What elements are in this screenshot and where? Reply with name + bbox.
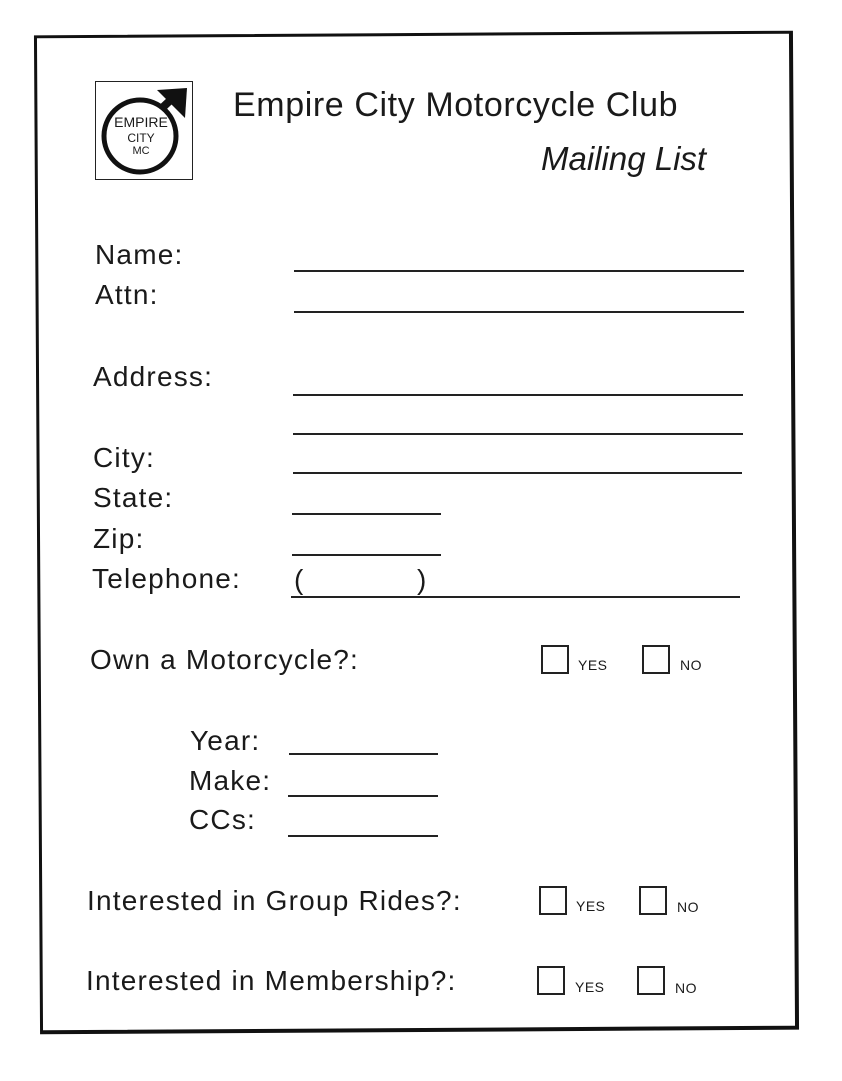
membership-yes-label: YES <box>575 979 605 995</box>
zip-label: Zip: <box>93 523 145 554</box>
telephone-area-code-open: ( <box>294 564 304 595</box>
city-field[interactable] <box>293 472 742 474</box>
club-title: Empire City Motorcycle Club <box>233 86 679 124</box>
telephone-area-code-close: ) <box>417 564 427 595</box>
name-label: Name: <box>95 239 184 270</box>
telephone-label: Telephone: <box>92 563 242 594</box>
address-field-line-2[interactable] <box>293 433 743 435</box>
membership-no-label: NO <box>675 980 697 996</box>
city-label: City: <box>93 442 155 473</box>
membership-yes-checkbox[interactable] <box>537 966 565 995</box>
logo-text-city: CITY <box>127 131 155 145</box>
form-subtitle: Mailing List <box>541 140 707 177</box>
group-rides-no-label: NO <box>677 899 699 915</box>
address-field-line-1[interactable] <box>293 394 743 396</box>
form-frame <box>34 31 799 1035</box>
own-motorcycle-no-checkbox[interactable] <box>642 645 670 674</box>
attn-field[interactable] <box>294 311 744 313</box>
membership-label: Interested in Membership?: <box>86 965 457 996</box>
make-label: Make: <box>189 765 272 796</box>
club-logo <box>95 81 193 180</box>
name-field[interactable] <box>294 270 744 272</box>
own-motorcycle-label: Own a Motorcycle?: <box>90 644 360 675</box>
attn-label: Attn: <box>95 279 159 310</box>
address-label: Address: <box>93 361 214 392</box>
year-field[interactable] <box>289 753 438 755</box>
ccs-label: CCs: <box>189 804 257 835</box>
group-rides-label: Interested in Group Rides?: <box>87 885 462 916</box>
own-motorcycle-yes-checkbox[interactable] <box>541 645 569 674</box>
membership-no-checkbox[interactable] <box>637 966 665 995</box>
group-rides-no-checkbox[interactable] <box>639 886 667 915</box>
ccs-field[interactable] <box>288 835 438 837</box>
logo-text-empire: EMPIRE <box>114 114 168 130</box>
state-field[interactable] <box>292 513 441 515</box>
year-label: Year: <box>190 725 261 756</box>
group-rides-yes-label: YES <box>576 898 606 914</box>
state-label: State: <box>93 482 174 513</box>
own-motorcycle-yes-label: YES <box>578 657 608 673</box>
logo-text-mc: MC <box>132 145 150 157</box>
make-field[interactable] <box>288 795 438 797</box>
group-rides-yes-checkbox[interactable] <box>539 886 567 915</box>
zip-field[interactable] <box>292 554 441 556</box>
own-motorcycle-no-label: NO <box>680 657 702 673</box>
telephone-field[interactable] <box>291 596 740 598</box>
